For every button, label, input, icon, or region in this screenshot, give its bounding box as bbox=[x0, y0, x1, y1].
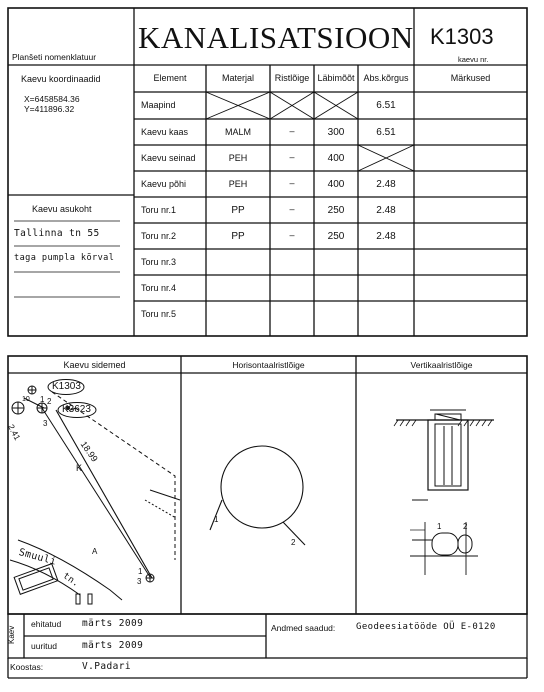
row-material: PEH bbox=[228, 153, 248, 163]
map-distance-2: 2.41 bbox=[6, 422, 23, 442]
hsection-pipe-1: 1 bbox=[214, 515, 219, 524]
row-material: MALM bbox=[224, 127, 251, 137]
row-element: Maapind bbox=[141, 100, 176, 110]
panel-title-sidemed: Kaevu sidemed bbox=[63, 360, 126, 370]
row-diameter: 250 bbox=[327, 231, 345, 242]
coord-x: X=6458584.36 bbox=[24, 94, 80, 104]
map-point-3b: 3 bbox=[137, 577, 142, 586]
row-element: Toru nr.4 bbox=[141, 283, 177, 293]
row-crosssection: – bbox=[289, 230, 295, 240]
row-diameter: 400 bbox=[327, 153, 345, 164]
row-material: PEH bbox=[228, 179, 248, 189]
sheet-nomenclature-label: Planšeti nomenklatuur bbox=[12, 52, 97, 62]
vsection-pipe-2: 2 bbox=[463, 522, 468, 531]
vertical-section-drawing bbox=[394, 410, 494, 575]
col-header-crosssection: Ristlõige bbox=[274, 73, 310, 83]
map-area-label: A bbox=[92, 547, 98, 556]
map-point-1: 1 bbox=[40, 395, 45, 404]
col-header-notes: Märkused bbox=[450, 73, 491, 83]
manhole-code: K1303 bbox=[430, 24, 494, 49]
map-point-10: 10 bbox=[22, 396, 30, 403]
location-line-1: Tallinna tn 55 bbox=[14, 228, 100, 239]
map-street-suffix: tn. bbox=[60, 571, 81, 590]
row-material: PP bbox=[231, 205, 245, 216]
data-source-label: Andmed saadud: bbox=[271, 623, 336, 633]
site-map-sketch bbox=[10, 380, 180, 605]
col-header-diameter: Läbimõõt bbox=[317, 73, 355, 83]
row-element: Toru nr.5 bbox=[141, 309, 177, 319]
col-header-material: Materjal bbox=[221, 73, 254, 83]
location-label: Kaevu asukoht bbox=[32, 204, 92, 214]
row-element: Kaevu seinad bbox=[141, 153, 196, 163]
row-abs-height: 6.51 bbox=[376, 127, 396, 138]
row-abs-height: 2.48 bbox=[376, 179, 396, 190]
footer-side-label: Kaev bbox=[7, 625, 16, 644]
row-diameter: 250 bbox=[327, 205, 345, 216]
row-crosssection: – bbox=[289, 204, 295, 214]
row-element: Toru nr.1 bbox=[141, 205, 177, 215]
manhole-code-label: kaevu nr. bbox=[458, 55, 489, 64]
location-line-2: taga pumpla kõrval bbox=[14, 253, 115, 263]
hsection-pipe-2: 2 bbox=[291, 538, 296, 547]
map-label-k3623: K3623 bbox=[62, 404, 91, 415]
coords-label: Kaevu koordinaadid bbox=[21, 74, 101, 84]
map-distance-1: 18.99 bbox=[78, 439, 100, 464]
row-element: Kaevu põhi bbox=[141, 179, 187, 189]
map-label-k1303: K1303 bbox=[52, 381, 81, 392]
map-point-1b: 1 bbox=[138, 567, 143, 576]
row-diameter: 300 bbox=[327, 127, 345, 138]
row-crosssection: – bbox=[289, 152, 295, 162]
row-element: Toru nr.3 bbox=[141, 257, 177, 267]
row-element: Toru nr.2 bbox=[141, 231, 177, 241]
surveyed-value: märts 2009 bbox=[82, 640, 144, 651]
panel-title-vertical: Vertikaalristlõige bbox=[410, 360, 473, 370]
row-material: PP bbox=[231, 231, 245, 242]
compiled-by-value: V.Padari bbox=[82, 661, 131, 672]
surveyed-label: uuritud bbox=[31, 641, 57, 651]
col-header-abs-height: Abs.kõrgus bbox=[363, 73, 409, 83]
row-abs-height: 6.51 bbox=[376, 100, 396, 111]
row-crosssection: – bbox=[289, 178, 295, 188]
row-diameter: 400 bbox=[327, 179, 345, 190]
map-street-name: Smuuli bbox=[17, 547, 58, 568]
row-abs-height: 2.48 bbox=[376, 231, 396, 242]
built-label: ehitatud bbox=[31, 619, 62, 629]
page-title: KANALISATSIOON bbox=[138, 20, 414, 55]
vsection-pipe-1: 1 bbox=[437, 522, 442, 531]
panel-title-horizontal: Horisontaalristlõige bbox=[232, 360, 305, 370]
coord-y: Y=411896.32 bbox=[24, 104, 75, 114]
data-source-value: Geodeesiatööde OÜ E-0120 bbox=[356, 622, 496, 632]
map-point-3: 3 bbox=[43, 419, 48, 428]
map-pipe-label: K bbox=[76, 463, 83, 473]
map-point-2: 2 bbox=[47, 397, 52, 406]
col-header-element: Element bbox=[153, 73, 187, 83]
row-abs-height: 2.48 bbox=[376, 205, 396, 216]
built-value: märts 2009 bbox=[82, 618, 144, 629]
compiled-by-label: Koostas: bbox=[10, 662, 44, 672]
horizontal-section-drawing bbox=[210, 446, 305, 545]
row-element: Kaevu kaas bbox=[141, 127, 189, 137]
row-crosssection: – bbox=[289, 126, 295, 136]
